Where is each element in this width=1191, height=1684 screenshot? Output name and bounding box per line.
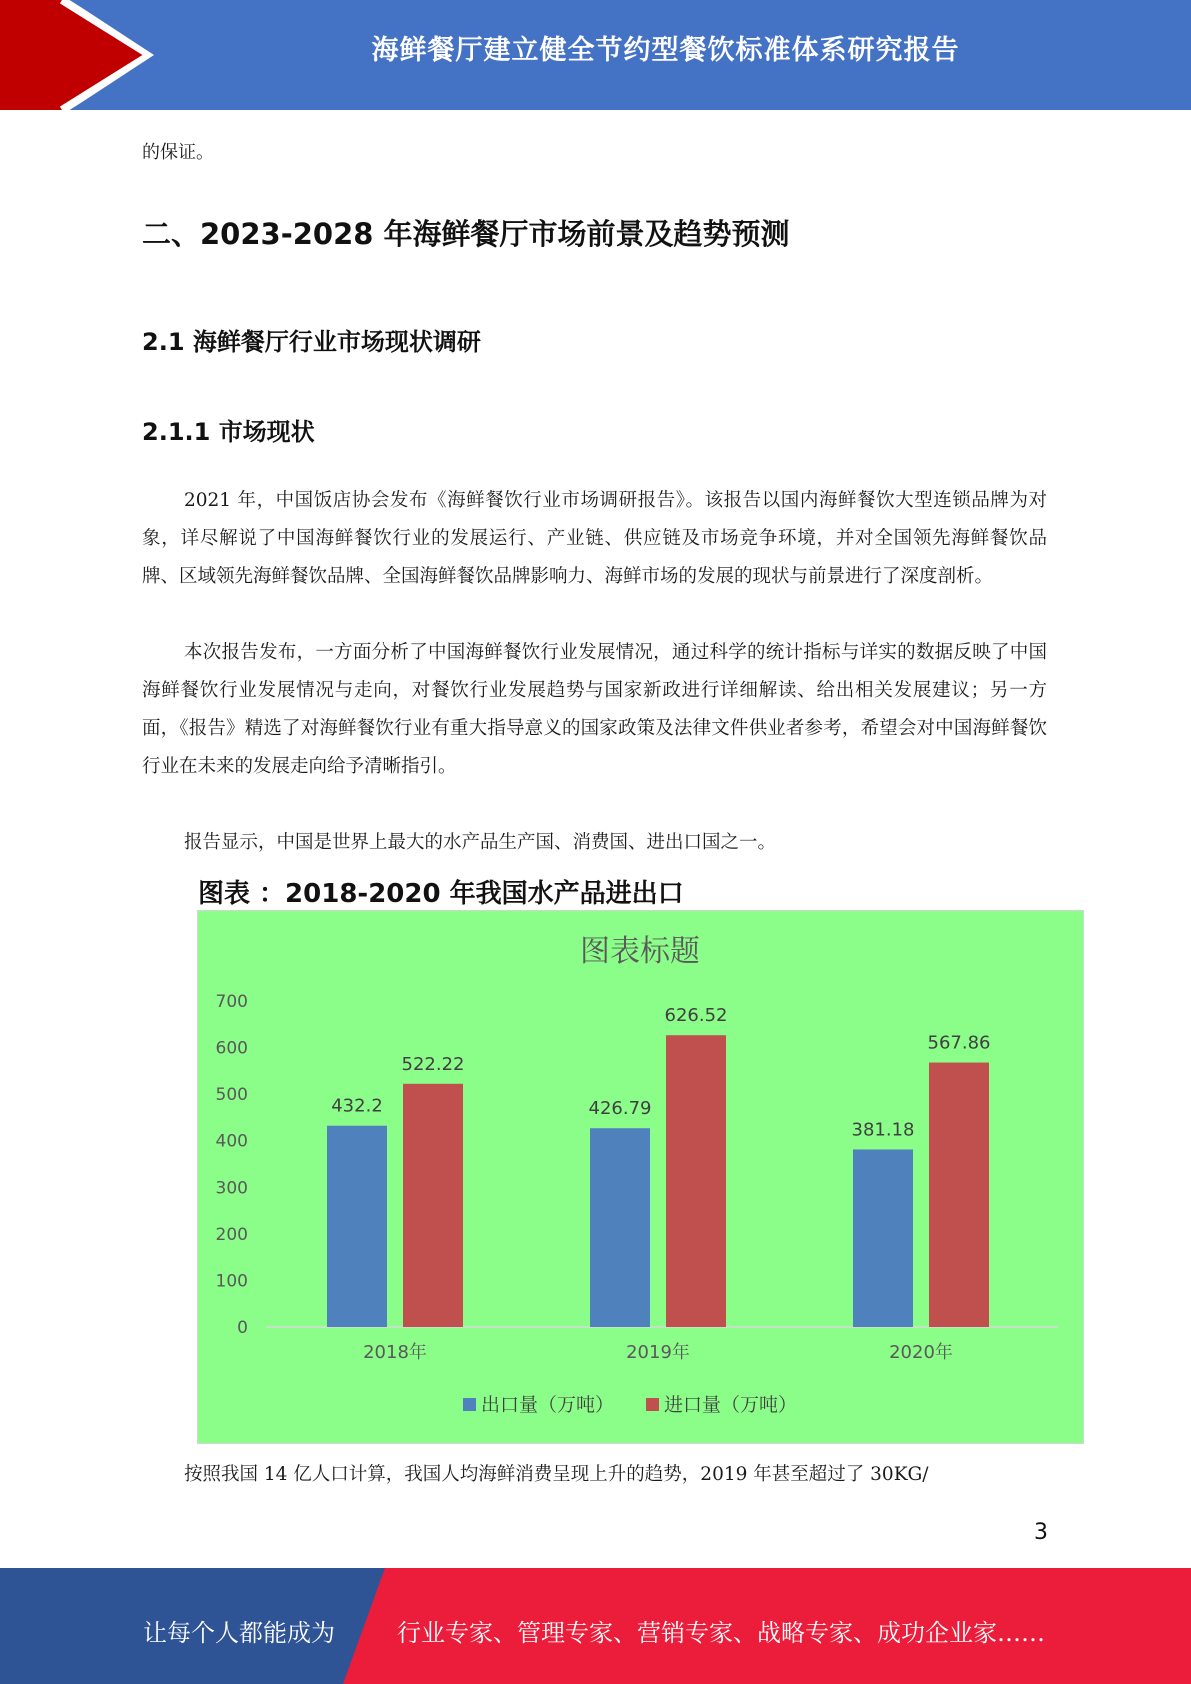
y-tick-label: 0: [237, 1318, 248, 1338]
header-arrow-decoration: [0, 0, 160, 110]
x-tick-label: 2018年: [363, 1342, 427, 1363]
legend-swatch: [646, 1398, 659, 1411]
bar-import-0: [403, 1084, 463, 1327]
paragraph-3: 报告显示，中国是世界上最大的水产品生产国、消费国、进出口国之一。: [184, 832, 777, 853]
bar-chart: [197, 910, 1084, 1444]
y-tick-label: 400: [215, 1131, 248, 1152]
data-label: 626.52: [664, 1005, 728, 1027]
y-tick-label: 300: [215, 1178, 248, 1199]
subsection-heading: 2.1 海鲜餐厅行业市场现状调研: [142, 328, 481, 356]
bar-export-2: [853, 1149, 913, 1327]
paragraph-1: 2021 年，中国饭店协会发布《海鲜餐饮行业市场调研报告》。该报告以国内海鲜餐饮大型连锁品牌为对象，详尽解说了中国海鲜餐饮行业的发展运行、产业链、供应链及市场竞争环境，并对全国领先海鲜餐饮品牌、区域领先海鲜餐饮品牌、全国海鲜餐饮品牌影响力、海鲜市场的发展的现状与前景进行了深度剖析。: [142, 490, 1047, 587]
x-axis: [363, 1341, 953, 1363]
bar-export-0: [327, 1126, 387, 1327]
paragraph-4: 按照我国 14 亿人口计算，我国人均海鲜消费呈现上升的趋势，2019 年甚至超过了 30KG/: [184, 1464, 929, 1485]
continuation-text: 的保证。: [142, 142, 214, 163]
chart-legend: [463, 1394, 797, 1416]
chart-svg: [198, 911, 1083, 1443]
data-label: 426.79: [588, 1098, 652, 1120]
y-tick-label: 700: [215, 992, 248, 1012]
data-label: 567.86: [927, 1032, 991, 1054]
bars-group: [327, 1005, 990, 1327]
data-label: 381.18: [851, 1119, 915, 1141]
x-tick-label: 2020年: [889, 1342, 953, 1363]
bar-import-2: [929, 1063, 989, 1327]
page-header: [0, 0, 1191, 110]
y-tick-label: 200: [215, 1224, 248, 1245]
y-axis: [216, 992, 248, 1338]
x-tick-label: 2019年: [626, 1342, 690, 1363]
page-footer: [0, 1568, 1191, 1684]
footer-slogan-left: 让每个人都能成为: [143, 1619, 335, 1647]
page-number: 3: [1034, 1520, 1048, 1545]
y-tick-label: 600: [215, 1038, 248, 1059]
chart-title: 图表标题: [580, 934, 700, 969]
section-heading: 二、2023-2028 年海鲜餐厅市场前景及趋势预测: [142, 217, 790, 251]
legend-label: 进口量（万吨）: [664, 1394, 798, 1416]
bar-export-1: [590, 1128, 650, 1327]
subsubsection-heading: 2.1.1 市场现状: [142, 418, 315, 446]
paragraph-2: 本次报告发布，一方面分析了中国海鲜餐饮行业发展情况，通过科学的统计指标与详实的数据反映了中国海鲜餐饮行业发展情况与走向，对餐饮行业发展趋势与国家新政进行详细解读、给出相关发展建议；另一方面，《报告》精选了对海鲜餐饮行业有重大指导意义的国家政策及法律文件供业者参考，希望会对中国海鲜餐饮行业在未来的发展走向给予清晰指引。: [142, 642, 1047, 777]
legend-label: 出口量（万吨）: [481, 1394, 615, 1416]
header-title: 海鲜餐厅建立健全节约型餐饮标准体系研究报告: [371, 35, 960, 66]
legend-swatch: [463, 1398, 476, 1411]
footer-slogan-right: 行业专家、管理专家、营销专家、战略专家、成功企业家……: [397, 1619, 1045, 1647]
figure-caption: 图表 ：2018-2020 年我国水产品进出口: [198, 879, 684, 909]
y-tick-label: 100: [215, 1271, 248, 1292]
data-label: 522.22: [401, 1053, 465, 1075]
bar-import-1: [666, 1035, 726, 1327]
data-label: 432.2: [331, 1095, 383, 1117]
y-tick-label: 500: [215, 1085, 248, 1106]
